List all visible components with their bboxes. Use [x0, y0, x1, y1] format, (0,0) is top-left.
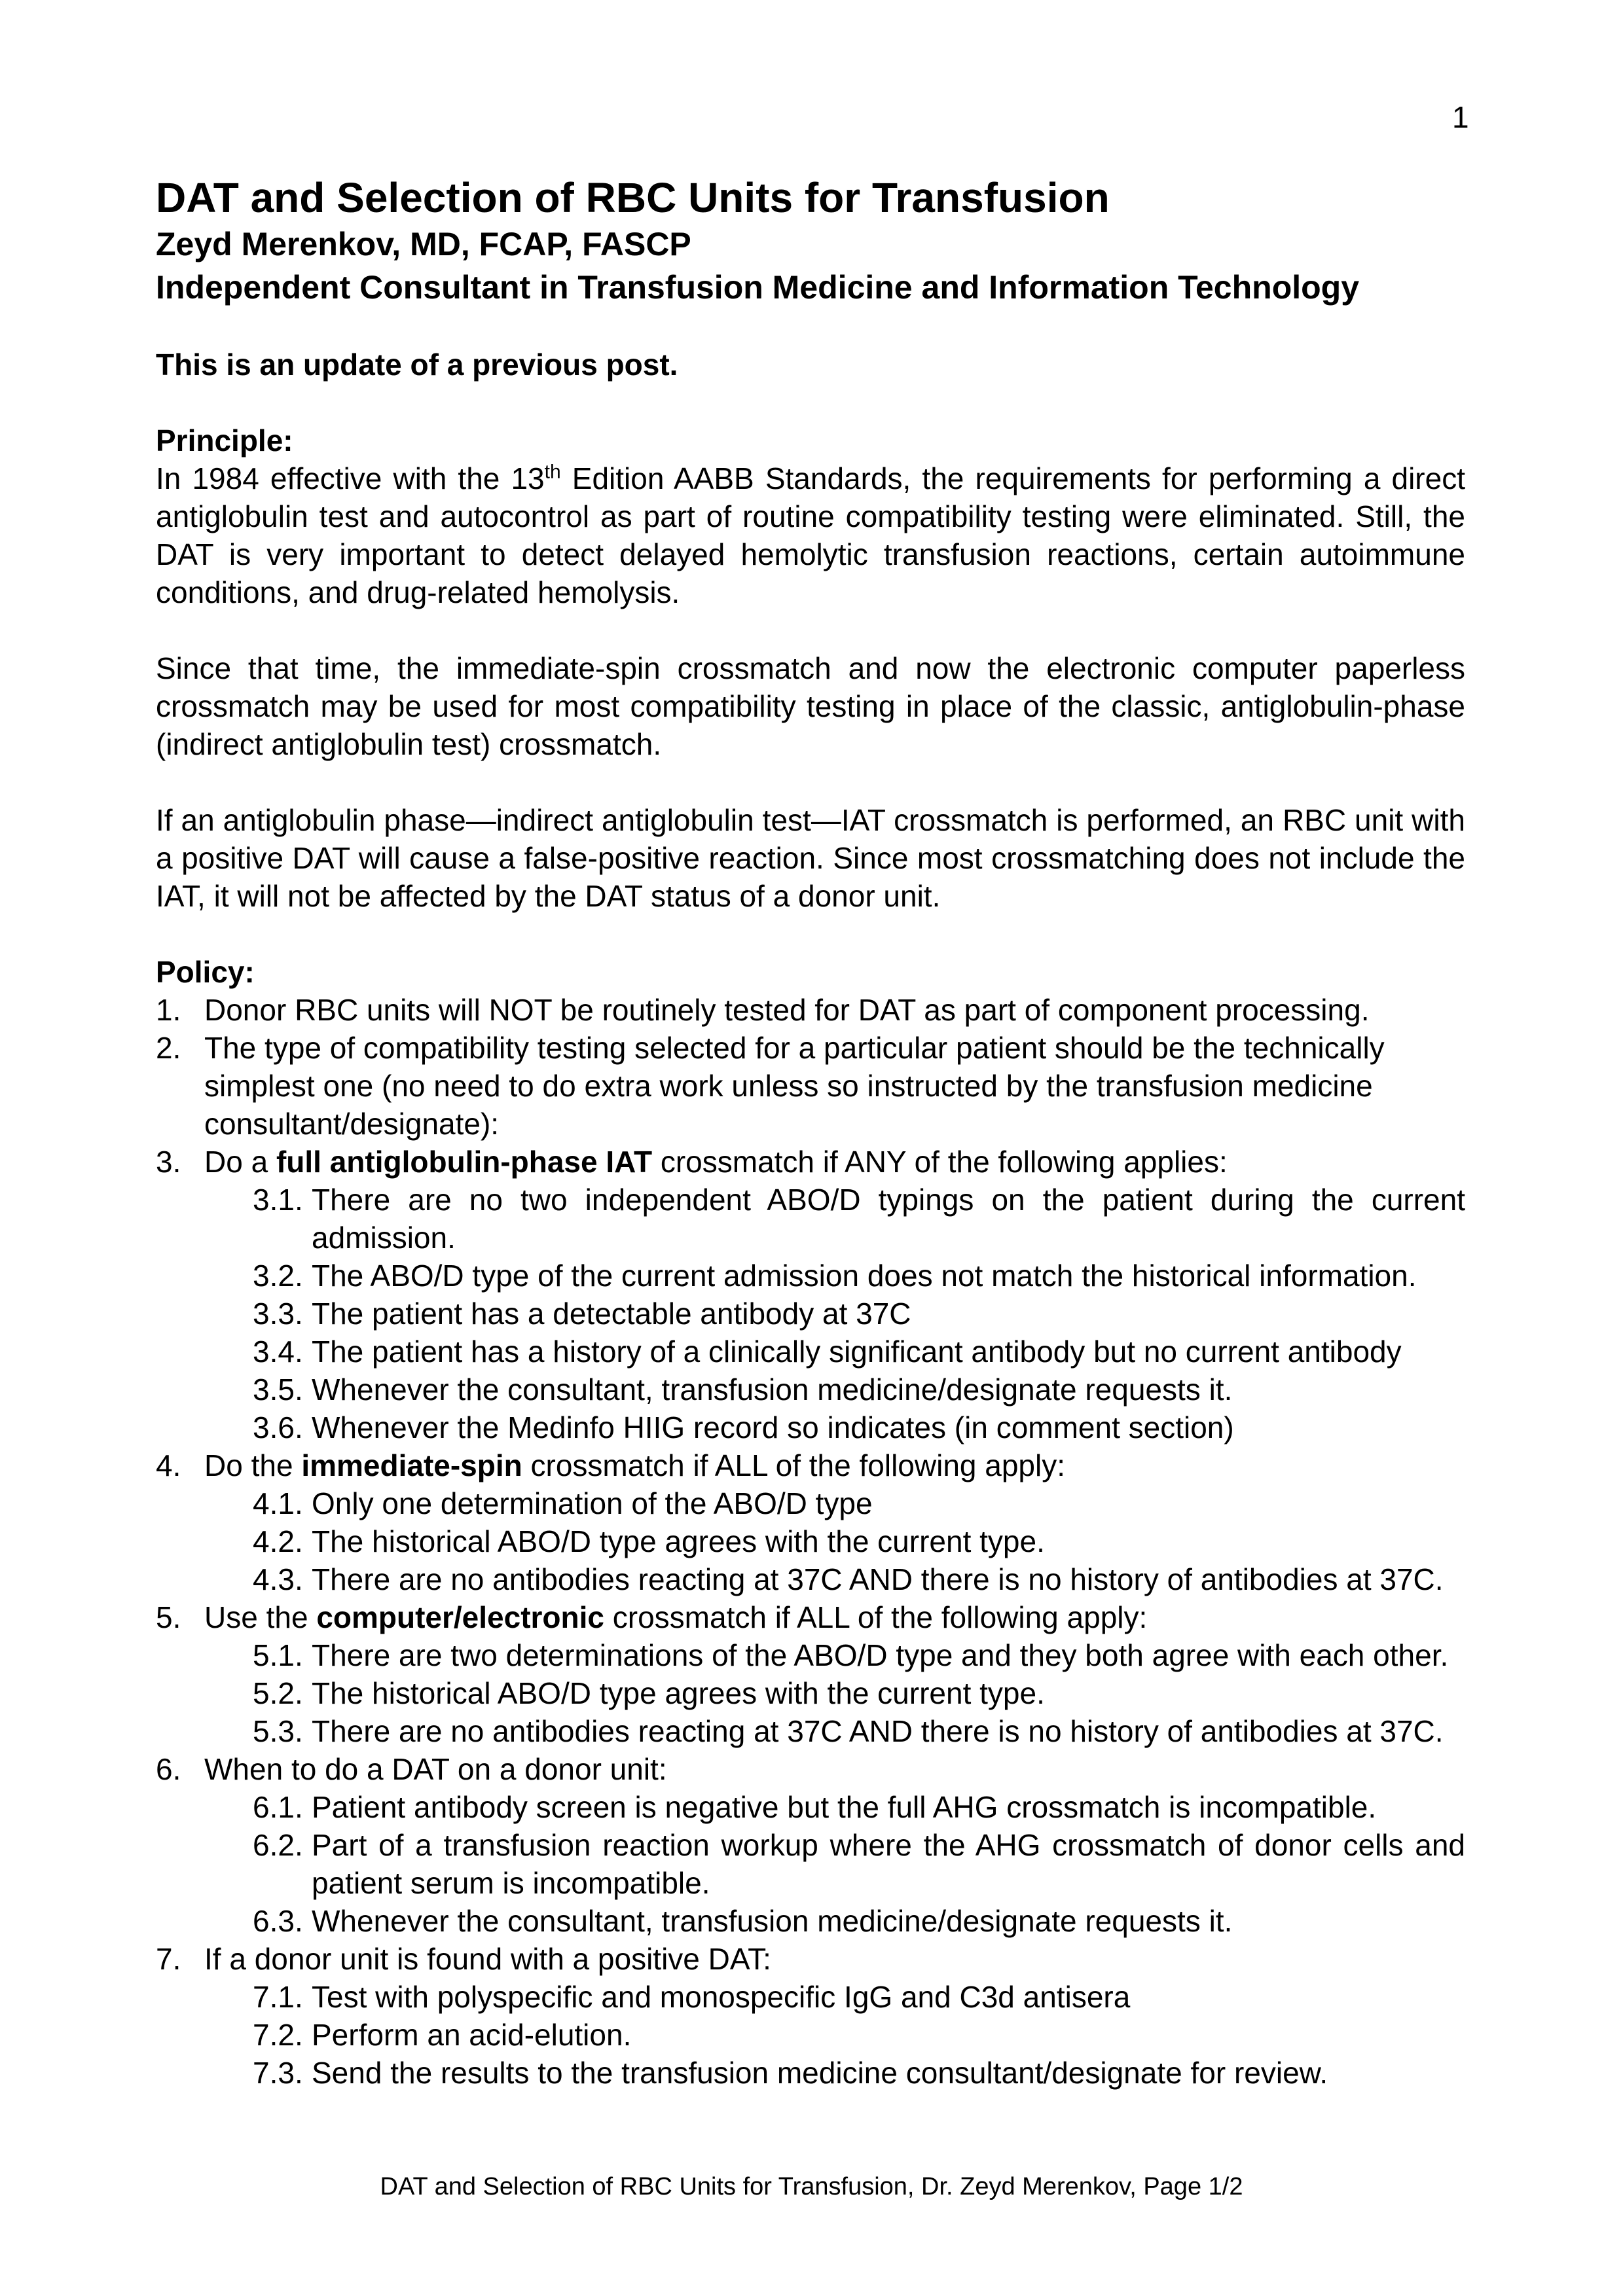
policy-sub-item-text: Whenever the consultant, transfusion medicine/designate requests it. [312, 1904, 1233, 1938]
principle-paragraph-2: Since that time, the immediate-spin crossmatch and now the electronic computer paperless crossmatch may be used for most compatibility testing in place of the classic, antiglobulin-phase (indirect antiglobulin test) crossmatch. [156, 651, 1465, 761]
policy-item [156, 1143, 1465, 1446]
policy-sub-item-text: Patient antibody screen is negative but the full AHG crossmatch is incompatible. [312, 1790, 1377, 1824]
principle-paragraph-1 [156, 459, 1465, 611]
policy-sub-list [204, 1484, 1465, 1598]
policy-sub-item-text: The ABO/D type of the current admission does not match the historical information. [312, 1259, 1417, 1293]
policy-item-text-post: crossmatch if ALL of the following apply: [522, 1448, 1066, 1482]
policy-sub-item-text: Whenever the consultant, transfusion medicine/designate requests it. [312, 1372, 1233, 1407]
policy-item-text: Donor RBC units will NOT be routinely tested for DAT as part of component processing. [204, 993, 1370, 1027]
policy-item-text-post: crossmatch if ALL of the following apply: [604, 1600, 1148, 1634]
document-title: DAT and Selection of RBC Units for Transfusion [156, 174, 1110, 221]
policy-sub-item-number: 3.3. [253, 1297, 303, 1331]
policy-sub-item-text: The patient has a detectable antibody at 37C [312, 1297, 911, 1331]
policy-list [156, 991, 1465, 2092]
policy-sub-item [204, 1674, 1465, 1712]
policy-sub-list [204, 1181, 1465, 1446]
principle-paragraph-3: If an antiglobulin phase—indirect antiglobulin test—IAT crossmatch is performed, an RBC unit with a positive DAT will cause a false-positive reaction. Since most crossmatching does not include the IAT, it will not be affected by the DAT status of a donor unit. [156, 803, 1465, 913]
policy-sub-item-number: 3.5. [253, 1372, 303, 1407]
policy-sub-item-text: Whenever the Medinfo HIIG record so indicates (in comment section) [312, 1410, 1234, 1444]
policy-item [156, 991, 1465, 1029]
policy-sub-item-number: 7.1. [253, 1980, 303, 2014]
policy-sub-item-number: 7.3. [253, 2056, 303, 2090]
page-footer: DAT and Selection of RBC Units for Transfusion, Dr. Zeyd Merenkov, Page 1/2 [380, 2173, 1243, 2200]
policy-sub-item-text: The historical ABO/D type agrees with the current type. [312, 1676, 1045, 1710]
principle-section [156, 459, 1465, 915]
policy-item [156, 1029, 1465, 1143]
policy-item-text-post: crossmatch if ANY of the following applies: [652, 1145, 1228, 1179]
policy-sub-item [204, 1826, 1465, 1902]
document-body [156, 173, 1465, 2092]
policy-item-text-pre: Use the [204, 1600, 317, 1634]
policy-sub-list [204, 1788, 1465, 1940]
policy-item-text [204, 1446, 1465, 1484]
affiliation-line: Independent Consultant in Transfusion Medicine and Information Technology [156, 269, 1360, 306]
policy-item-text-pre: Do the [204, 1448, 302, 1482]
policy-sub-item-number: 4.2. [253, 1524, 303, 1558]
policy-sub-item [204, 1257, 1465, 1295]
policy-item-text: When to do a DAT on a donor unit: [204, 1752, 667, 1786]
policy-sub-item-number: 7.2. [253, 2018, 303, 2052]
principle-p1-post: Edition AABB Standards, the requirements for performing a direct antiglobulin test and autocontrol as part of routine compatibility testing were eliminated. Still, the DAT is very important to detect delayed hemolytic transfusion reactions, certain autoimmune conditions, and drug-related hemolysis. [156, 461, 1465, 609]
policy-item-text-bold: immediate-spin [301, 1448, 522, 1482]
policy-heading: Policy: [156, 955, 255, 989]
policy-sub-item [204, 1333, 1465, 1371]
principle-heading: Principle: [156, 423, 293, 457]
policy-sub-item [204, 2016, 1465, 2054]
update-note: This is an update of a previous post. [156, 348, 678, 382]
policy-sub-item-text: There are no antibodies reacting at 37C AND there is no history of antibodies at 37C. [312, 1714, 1444, 1748]
policy-sub-item-text: There are no two independent ABO/D typings on the patient during the current admission. [312, 1183, 1465, 1255]
policy-sub-item [204, 1484, 1465, 1522]
policy-sub-item-text: Test with polyspecific and monospecific IgG and C3d antisera [312, 1980, 1131, 2014]
policy-sub-item [204, 1636, 1465, 1674]
principle-p1-sup: th [544, 461, 561, 483]
policy-sub-item-number: 5.1. [253, 1638, 303, 1672]
policy-sub-item [204, 2054, 1465, 2092]
policy-sub-item-number: 4.1. [253, 1486, 303, 1520]
policy-sub-item-number: 5.2. [253, 1676, 303, 1710]
policy-sub-item-number: 6.2. [253, 1828, 303, 1862]
policy-item-text: The type of compatibility testing selected for a particular patient should be the technically simplest one (no need to do extra work unless so instructed by the transfusion medicine consultant/designate): [204, 1031, 1385, 1141]
policy-item [156, 1446, 1465, 1598]
policy-sub-item-number: 3.1. [253, 1183, 303, 1217]
author-line: Zeyd Merenkov, MD, FCAP, FASCP [156, 226, 691, 262]
policy-item-text [204, 1143, 1465, 1181]
policy-item-text-bold: computer/electronic [316, 1600, 604, 1634]
policy-sub-item-number: 4.3. [253, 1562, 303, 1596]
policy-item-number: 3. [156, 1145, 181, 1179]
policy-item-text [204, 1598, 1465, 1636]
policy-sub-item-number: 6.3. [253, 1904, 303, 1938]
policy-item [156, 1598, 1465, 1750]
policy-sub-item-number: 6.1. [253, 1790, 303, 1824]
policy-item-number: 7. [156, 1942, 181, 1976]
policy-sub-item [204, 1788, 1465, 1826]
policy-sub-item [204, 1408, 1465, 1446]
principle-p1-pre: In 1984 effective with the 13 [156, 461, 545, 495]
policy-sub-item-text: The historical ABO/D type agrees with the current type. [312, 1524, 1045, 1558]
policy-item-number: 6. [156, 1752, 181, 1786]
policy-sub-item-number: 5.3. [253, 1714, 303, 1748]
policy-item [156, 1750, 1465, 1940]
policy-item-text-pre: Do a [204, 1145, 276, 1179]
policy-item-number: 2. [156, 1031, 181, 1065]
policy-item-text-bold: full antiglobulin-phase IAT [276, 1145, 653, 1179]
policy-sub-item-number: 3.2. [253, 1259, 303, 1293]
policy-sub-item-number: 3.6. [253, 1410, 303, 1444]
policy-item [156, 1940, 1465, 2092]
policy-sub-item-text: Perform an acid-elution. [312, 2018, 632, 2052]
policy-sub-item [204, 1522, 1465, 1560]
policy-sub-item [204, 1902, 1465, 1940]
policy-sub-item [204, 1978, 1465, 2016]
policy-sub-item-text: There are two determinations of the ABO/D type and they both agree with each other. [312, 1638, 1449, 1672]
policy-item-number: 4. [156, 1448, 181, 1482]
policy-item-number: 1. [156, 993, 181, 1027]
policy-sub-item [204, 1295, 1465, 1333]
policy-sub-list [204, 1636, 1465, 1750]
policy-sub-item [204, 1560, 1465, 1598]
policy-sub-item-text: Part of a transfusion reaction workup where the AHG crossmatch of donor cells and patient serum is incompatible. [312, 1828, 1465, 1900]
page-number: 1 [1452, 100, 1469, 134]
policy-sub-item-text: Only one determination of the ABO/D type [312, 1486, 873, 1520]
policy-item-text: If a donor unit is found with a positive DAT: [204, 1942, 771, 1976]
policy-sub-item-text: Send the results to the transfusion medicine consultant/designate for review. [312, 2056, 1328, 2090]
policy-sub-item [204, 1181, 1465, 1257]
policy-sub-item [204, 1712, 1465, 1750]
policy-item-number: 5. [156, 1600, 181, 1634]
policy-sub-item-text: There are no antibodies reacting at 37C AND there is no history of antibodies at 37C. [312, 1562, 1444, 1596]
policy-sub-list [204, 1978, 1465, 2092]
policy-sub-item-text: The patient has a history of a clinically significant antibody but no current antibody [312, 1335, 1402, 1369]
policy-sub-item [204, 1371, 1465, 1408]
policy-sub-item-number: 3.4. [253, 1335, 303, 1369]
